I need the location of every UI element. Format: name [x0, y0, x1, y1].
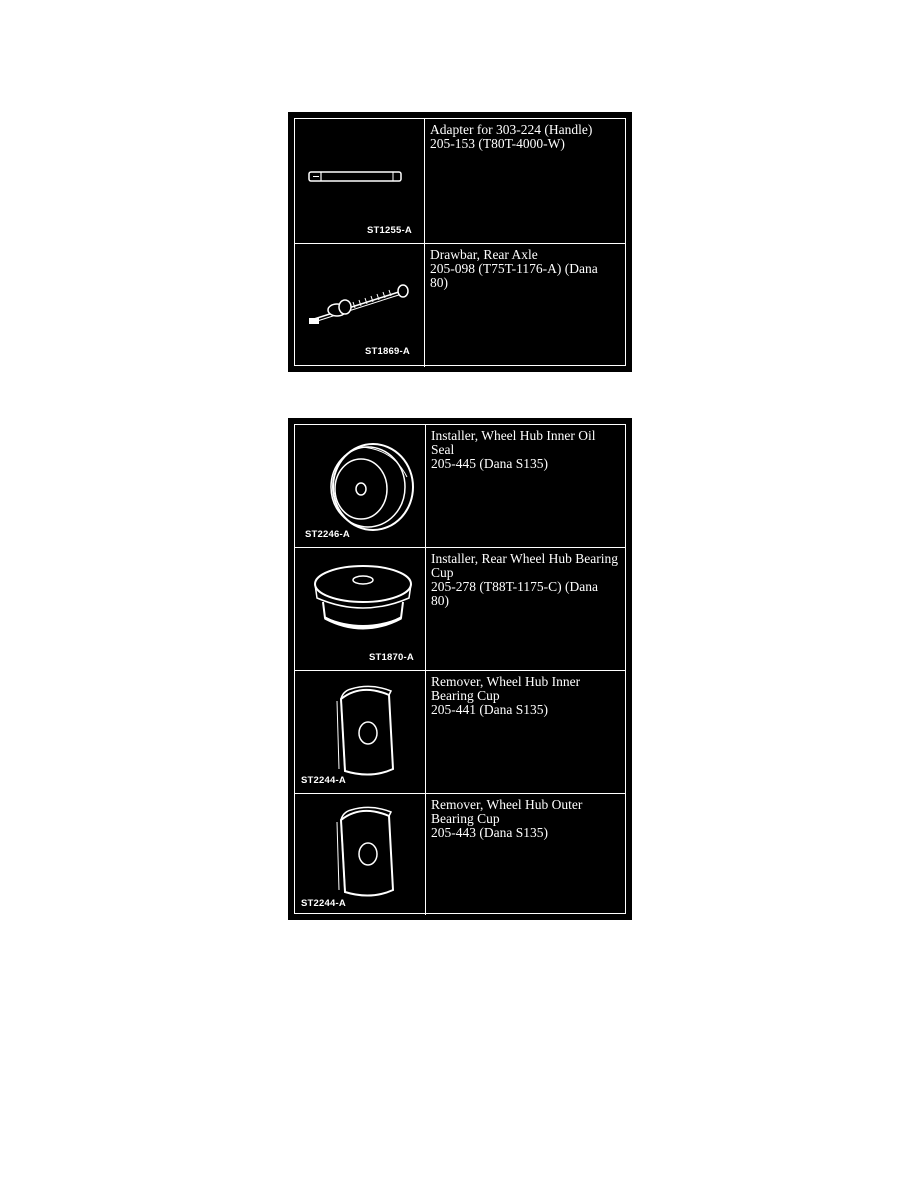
handle-adapter-illustration	[305, 167, 405, 187]
bearing-cup-installer-illustration	[309, 562, 417, 642]
tool-table-grid	[294, 424, 626, 914]
table-row	[295, 244, 625, 367]
tool-part-number: 205-441 (Dana S135)	[431, 702, 548, 717]
tool-table-grid	[294, 118, 626, 366]
tool-illustration-cell	[295, 119, 425, 243]
tool-part-number: 205-278 (T88T-1175-C) (Dana 80)	[431, 579, 598, 608]
tool-code: ST1869-A	[365, 346, 410, 357]
tool-code: ST1255-A	[367, 225, 412, 236]
tool-illustration-cell	[295, 244, 425, 367]
tool-code: ST2244-A	[301, 775, 346, 786]
table-row	[295, 548, 625, 671]
table-row	[295, 119, 625, 244]
tool-code: ST2244-A	[301, 898, 346, 909]
tool-code: ST1870-A	[369, 652, 414, 663]
tool-code: ST2246-A	[305, 529, 350, 540]
tool-title: Installer, Rear Wheel Hub Bearing Cup	[431, 551, 619, 580]
bearing-cup-remover-illustration	[331, 800, 401, 902]
tool-part-number: 205-098 (T75T-1176-A) (Dana 80)	[430, 261, 598, 290]
tool-description-cell	[426, 425, 625, 547]
tool-table-bottom	[288, 418, 632, 920]
table-row	[295, 671, 625, 794]
tool-part-number: 205-153 (T80T-4000-W)	[430, 136, 565, 151]
tool-description-cell	[426, 671, 625, 793]
tool-title: Drawbar, Rear Axle	[430, 247, 538, 262]
tool-illustration-cell	[295, 425, 426, 547]
tool-illustration-cell	[295, 548, 426, 670]
tool-title: Installer, Wheel Hub Inner Oil Seal	[431, 428, 596, 457]
tool-table-top	[288, 112, 632, 372]
tool-part-number: 205-445 (Dana S135)	[431, 456, 548, 471]
tool-illustration-cell	[295, 671, 426, 793]
drawbar-illustration	[305, 278, 417, 328]
seal-installer-illustration	[321, 437, 417, 533]
tool-part-number: 205-443 (Dana S135)	[431, 825, 548, 840]
tool-description-cell	[425, 119, 625, 243]
table-row	[295, 425, 625, 548]
tool-description-cell	[426, 794, 625, 915]
tool-title: Remover, Wheel Hub Outer Bearing Cup	[431, 797, 583, 826]
tool-title: Remover, Wheel Hub Inner Bearing Cup	[431, 674, 581, 703]
tool-title: Adapter for 303-224 (Handle)	[430, 122, 593, 137]
table-row	[295, 794, 625, 915]
tool-description-cell	[425, 244, 625, 367]
tool-description-cell	[426, 548, 625, 670]
tool-illustration-cell	[295, 794, 426, 915]
bearing-cup-remover-illustration	[331, 679, 401, 781]
